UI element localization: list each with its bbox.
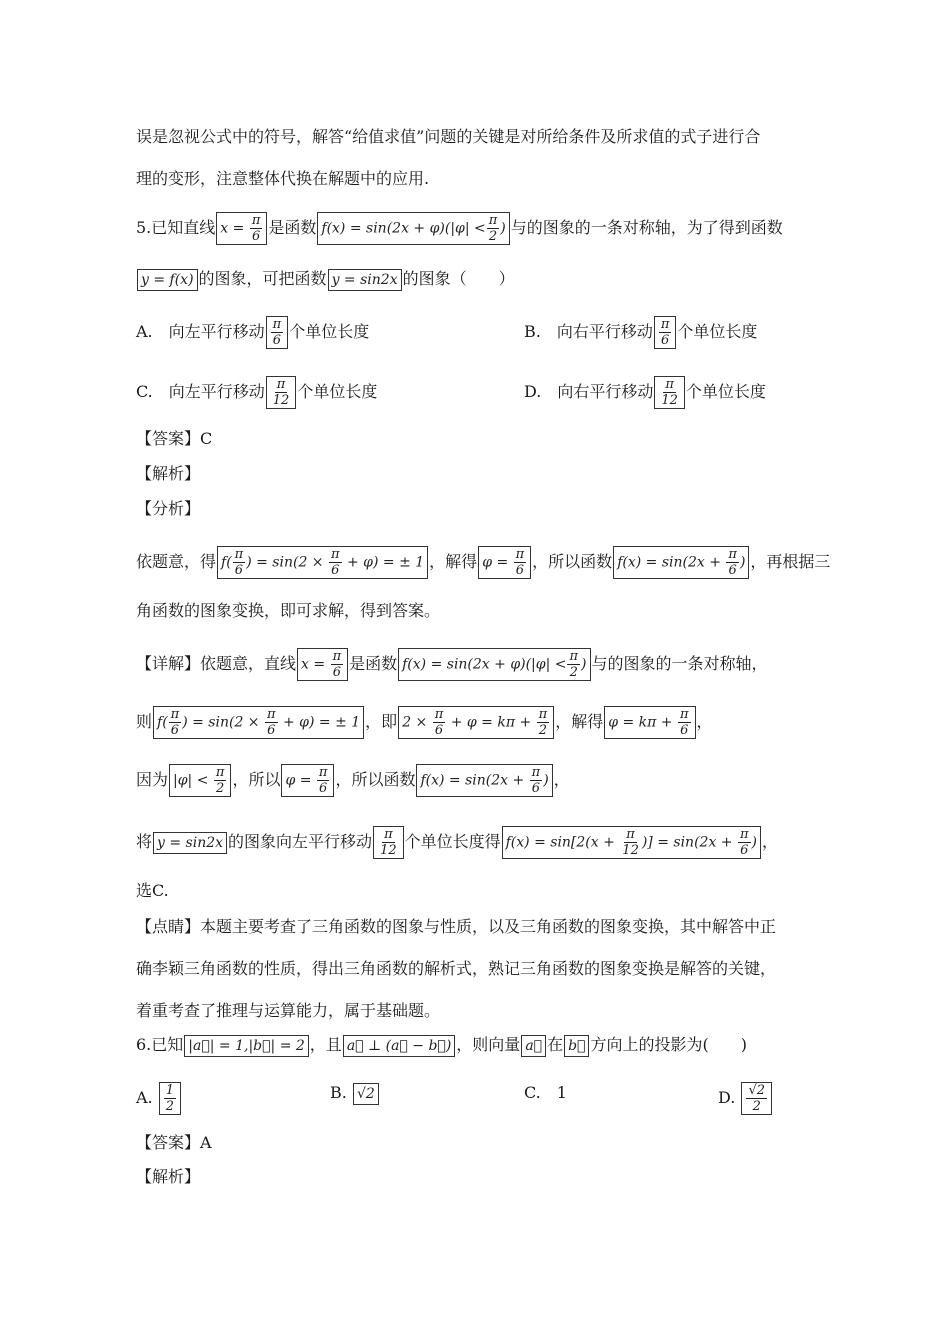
formula-phi-kpi: φ = kπ + $\frac{\pi}{6}$ — [604, 706, 695, 739]
formula-x-pi6: x = $\frac{\pi}{6}$ — [216, 212, 267, 245]
formula-ab-norm: |a⃗| = 1,|b⃗| = 2 — [184, 1035, 309, 1057]
q6-option-a[interactable]: A. $\frac{1}{2}$ — [136, 1082, 182, 1115]
formula-kpi: 2 × $\frac{\pi}{6}$ + φ = kπ + $\frac{\pi}{2}$ — [398, 706, 554, 739]
formula-fx-sin2x-pi6: f(x) = sin(2x + $\frac{\pi}{6}$ ) — [416, 764, 552, 797]
formula-f-sin-phi: f(x) = sin(2x + φ)(|φ| < $\frac{\pi}{2}$ ) — [317, 212, 509, 245]
formula-phi-pi6: φ = $\frac{\pi}{6}$ — [478, 546, 531, 579]
q5-option-d[interactable]: D. 向右平行移动 $\frac{\pi}{12}$ 个单位长度 — [524, 377, 766, 408]
q5-stem-line-2: y = f(x) 的图象，可把函数 y = sin2x 的图象（ ） — [136, 268, 830, 291]
formula-fx-sin2x-pi6: f(x) = sin(2x + $\frac{\pi}{6}$ ) — [613, 546, 749, 579]
q5-point-line-2: 确李颖三角函数的性质，得出三角函数的解析式，熟记三角函数的图象变换是解答的关键， — [136, 959, 777, 978]
q5-option-a[interactable]: A. 向左平行移动 $\frac{\pi}{6}$ 个单位长度 — [136, 317, 370, 348]
q5-detail-line-3: 因为 |φ| < $\frac{\pi}{2}$ ，所以 φ = $\frac{\pi}{6}$ ，所以函数 f(x) = sin(2x + $\frac{\pi}{6}$ ) ， — [136, 765, 570, 796]
q5-stem-line-1 — [136, 212, 830, 245]
formula-f-pi6: f( $\frac{\pi}{6}$ ) = sin(2 × $\frac{\pi}{6}$ + φ) = ± 1 — [153, 706, 364, 739]
intro-line-2: 理的变形，注意整体代换在解题中的应用. — [136, 169, 430, 188]
q6-option-d[interactable]: D. $\frac{√2}{2}$ — [718, 1082, 773, 1115]
formula-f-sin-phi: f(x) = sin(2x + φ)(|φ| < $\frac{\pi}{2}$ ) — [398, 648, 590, 681]
q5-option-b[interactable]: B. 向右平行移动 $\frac{\pi}{6}$ 个单位长度 — [524, 317, 758, 348]
formula-perp: a⃗ ⊥ (a⃗ − b⃗) — [343, 1035, 455, 1057]
formula-pi12: $\frac{\pi}{12}$ — [266, 376, 297, 409]
formula-pi6: $\frac{\pi}{6}$ — [266, 316, 289, 349]
q5-analysis-heading: 【解析】 — [136, 464, 201, 483]
formula-y-sin2x: y = sin2x — [328, 269, 402, 291]
q6-option-c[interactable]: C. 1 — [524, 1083, 567, 1102]
q5-option-c[interactable]: C. 向左平行移动 $\frac{\pi}{12}$ 个单位长度 — [136, 377, 378, 408]
formula-abs-phi: |φ| < $\frac{\pi}{2}$ — [169, 764, 231, 797]
formula-vec-a: a⃗ — [521, 1035, 546, 1057]
q5-choice: 选C. — [136, 881, 169, 900]
formula-pi6: $\frac{\pi}{6}$ — [654, 316, 677, 349]
q5-detail-line-2: 则 f( $\frac{\pi}{6}$ ) = sin(2 × $\frac{\pi}{6}$ + φ) = ± 1 ，即 2 × $\frac{\pi}{6}$ + φ = kπ + $\frac{\pi}{2}$ ，解得 φ = kπ + $\frac{\pi}{6}$ ， — [136, 707, 713, 738]
q6-analysis-heading: 【解析】 — [136, 1167, 201, 1186]
q5-text: 5.已知直线 — [136, 218, 216, 237]
q5-answer: 【答案】C — [136, 429, 213, 448]
q5-fenxi-heading: 【分析】 — [136, 499, 201, 518]
q5-fenxi-line-2: 角函数的图象变换，即可求解，得到答案。 — [136, 601, 441, 620]
formula-phi-pi6: φ = $\frac{\pi}{6}$ — [281, 764, 334, 797]
intro-line-1: 误是忽视公式中的符号，解答“给值求值”问题的关键是对所给条件及所求值的式子进行合 — [136, 127, 761, 146]
q5-point-line-1: 【点睛】本题主要考查了三角函数的图象与性质，以及三角函数的图象变换，其中解答中正 — [136, 917, 777, 936]
q5-detail-line-1: 【详解】依题意，直线 x = $\frac{\pi}{6}$ 是函数 f(x) = sin(2x + φ)(|φ| < $\frac{\pi}{2}$ ) 与的图象的一条对称轴， — [136, 649, 768, 680]
formula-pi12: $\frac{\pi}{12}$ — [654, 376, 685, 409]
q5-fenxi-line-1: 依题意，得 f( $\frac{\pi}{6}$ ) = sin(2 × $\frac{\pi}{6}$ + φ) = ± 1 ，解得 φ = $\frac{\pi}{6}$ ，所以函数 f(x) = sin(2x + $\frac{\pi}{6}$ ) ，再根据三 — [136, 547, 831, 578]
formula-shift-result: f(x) = sin[2(x + $\frac{\pi}{12}$ )] = sin(2x + $\frac{\pi}{6}$ ) — [502, 826, 761, 859]
q5-text: 是函数 — [268, 218, 317, 237]
q5-point-line-3: 着重考查了推理与运算能力，属于基础题。 — [136, 1001, 441, 1020]
q5-text: 与的图象的一条对称轴，为了得到函数 — [510, 218, 783, 237]
q6-answer: 【答案】A — [136, 1133, 212, 1152]
formula-f-pi6: f( $\frac{\pi}{6}$ ) = sin(2 × $\frac{\pi}{6}$ + φ) = ± 1 — [217, 546, 428, 579]
formula-y-fx: y = f(x) — [137, 269, 198, 291]
formula-pi12: $\frac{\pi}{12}$ — [373, 826, 404, 859]
formula-y-sin2x: y = sin2x — [153, 832, 227, 854]
q5-detail-line-4: 将 y = sin2x 的图象向左平行移动 $\frac{\pi}{12}$ 个单位长度得 f(x) = sin[2(x + $\frac{\pi}{12}$ )] = sin(2x + $\frac{\pi}{6}$ ) ， — [136, 827, 779, 858]
formula-sqrt2-over-2: $\frac{√2}{2}$ — [741, 1082, 772, 1115]
formula-x-pi6: x = $\frac{\pi}{6}$ — [297, 648, 348, 681]
q6-stem: 6.已知 |a⃗| = 1,|b⃗| = 2 ，且 a⃗ ⊥ (a⃗ − b⃗) ，则向量 a⃗ 在 b⃗ 方向上的投影为( ) — [136, 1034, 830, 1057]
formula-one-half: $\frac{1}{2}$ — [159, 1082, 181, 1115]
formula-sqrt2: √2 — [353, 1083, 379, 1105]
q6-option-b[interactable]: B. √2 — [330, 1082, 380, 1105]
formula-vec-b: b⃗ — [564, 1035, 589, 1057]
